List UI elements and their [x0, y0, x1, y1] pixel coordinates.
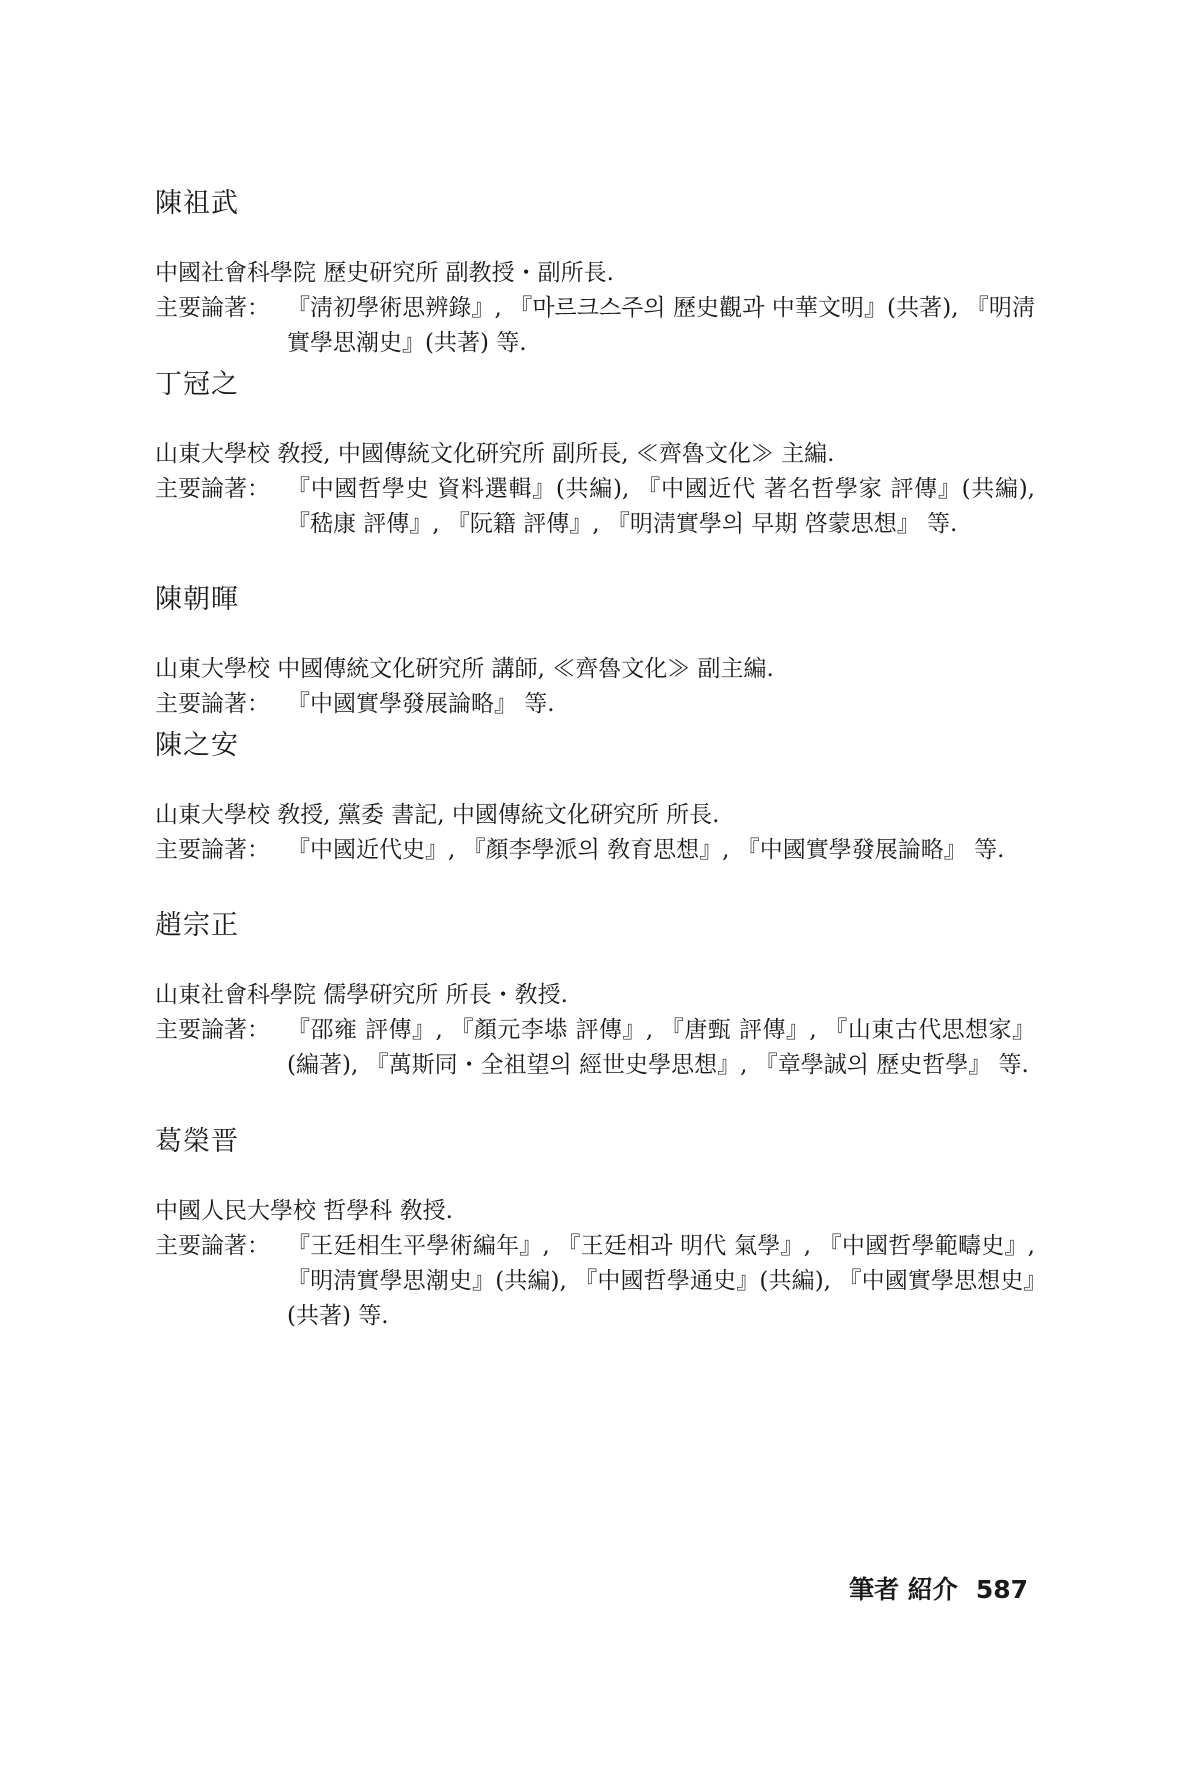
page-footer: [849, 1570, 1028, 1606]
author-affiliation: 山東大學校 敎授, 黨委 書記, 中國傳統文化硏究所 所長.: [155, 802, 720, 828]
author-name: 陳之安: [155, 730, 239, 761]
works-label: 主要論著：: [155, 295, 270, 321]
author-works: [155, 1013, 1035, 1083]
author-works: [155, 833, 1035, 868]
author-affiliation: 山東社會科學院 儒學硏究所 所長・敎授.: [155, 982, 568, 1008]
running-section-title: 筆者 紹介: [849, 1575, 958, 1604]
works-text: 『中國哲學史 資料選輯』(共編), 『中國近代 著名哲學家 評傳』(共編), 『嵇康 評傳』, 『阮籍 評傳』, 『明淸實學의 早期 啓蒙思想』 等.: [287, 476, 1035, 537]
author-entry: [155, 582, 1035, 722]
author-affiliation: 中國人民大學校 哲學科 敎授.: [155, 1198, 453, 1224]
author-affiliation: 山東大學校 中國傳統文化硏究所 講師, ≪齊魯文化≫ 副主編.: [155, 656, 774, 682]
works-text: 『中國實學發展論略』 等.: [287, 691, 555, 717]
page-number: 587: [975, 1575, 1028, 1604]
author-name: 陳朝暉: [155, 584, 239, 615]
author-works: [155, 687, 1035, 722]
author-name: 丁冠之: [155, 369, 239, 400]
author-entry: [155, 908, 1035, 1083]
author-entry: [155, 728, 1035, 868]
author-entry: [155, 367, 1035, 542]
works-label: 主要論著：: [155, 476, 270, 502]
author-entry: [155, 186, 1035, 361]
author-affiliation: 山東大學校 敎授, 中國傳統文化硏究所 副所長, ≪齊魯文化≫ 主編.: [155, 441, 835, 467]
author-name: 陳祖武: [155, 188, 239, 219]
works-label: 主要論著：: [155, 1017, 270, 1043]
author-affiliation: 中國社會科學院 歷史研究所 副教授・副所長.: [155, 260, 614, 286]
works-label: 主要論著：: [155, 691, 270, 717]
author-name: 葛榮晋: [155, 1126, 239, 1157]
works-text: 『王廷相生平學術編年』, 『王廷相과 明代 氣學』, 『中國哲學範疇史』, 『明淸實學思潮史』(共編), 『中國哲學通史』(共編), 『中國實學思想史』(共著) 等.: [287, 1233, 1035, 1329]
works-text: 『邵雍 評傳』, 『顏元李塨 評傳』, 『唐甄 評傳』, 『山東古代思想家』(編著), 『萬斯同・全祖望의 經世史學思想』, 『章學誠의 歷史哲學』 等.: [287, 1017, 1035, 1078]
works-label: 主要論著：: [155, 837, 270, 863]
works-text: 『淸初學術思辨錄』, 『마르크스주의 歷史觀과 中華文明』(共著), 『明淸實學思潮史』(共著) 等.: [287, 295, 1035, 356]
author-works: [155, 1229, 1035, 1334]
author-entry: [155, 1124, 1035, 1334]
works-label: 主要論著：: [155, 1233, 270, 1259]
author-works: [155, 472, 1035, 542]
works-text: 『中國近代史』, 『顏李學派의 敎育思想』, 『中國實學發展論略』 等.: [287, 837, 1005, 863]
author-name: 趙宗正: [155, 910, 239, 941]
author-works: [155, 291, 1035, 361]
